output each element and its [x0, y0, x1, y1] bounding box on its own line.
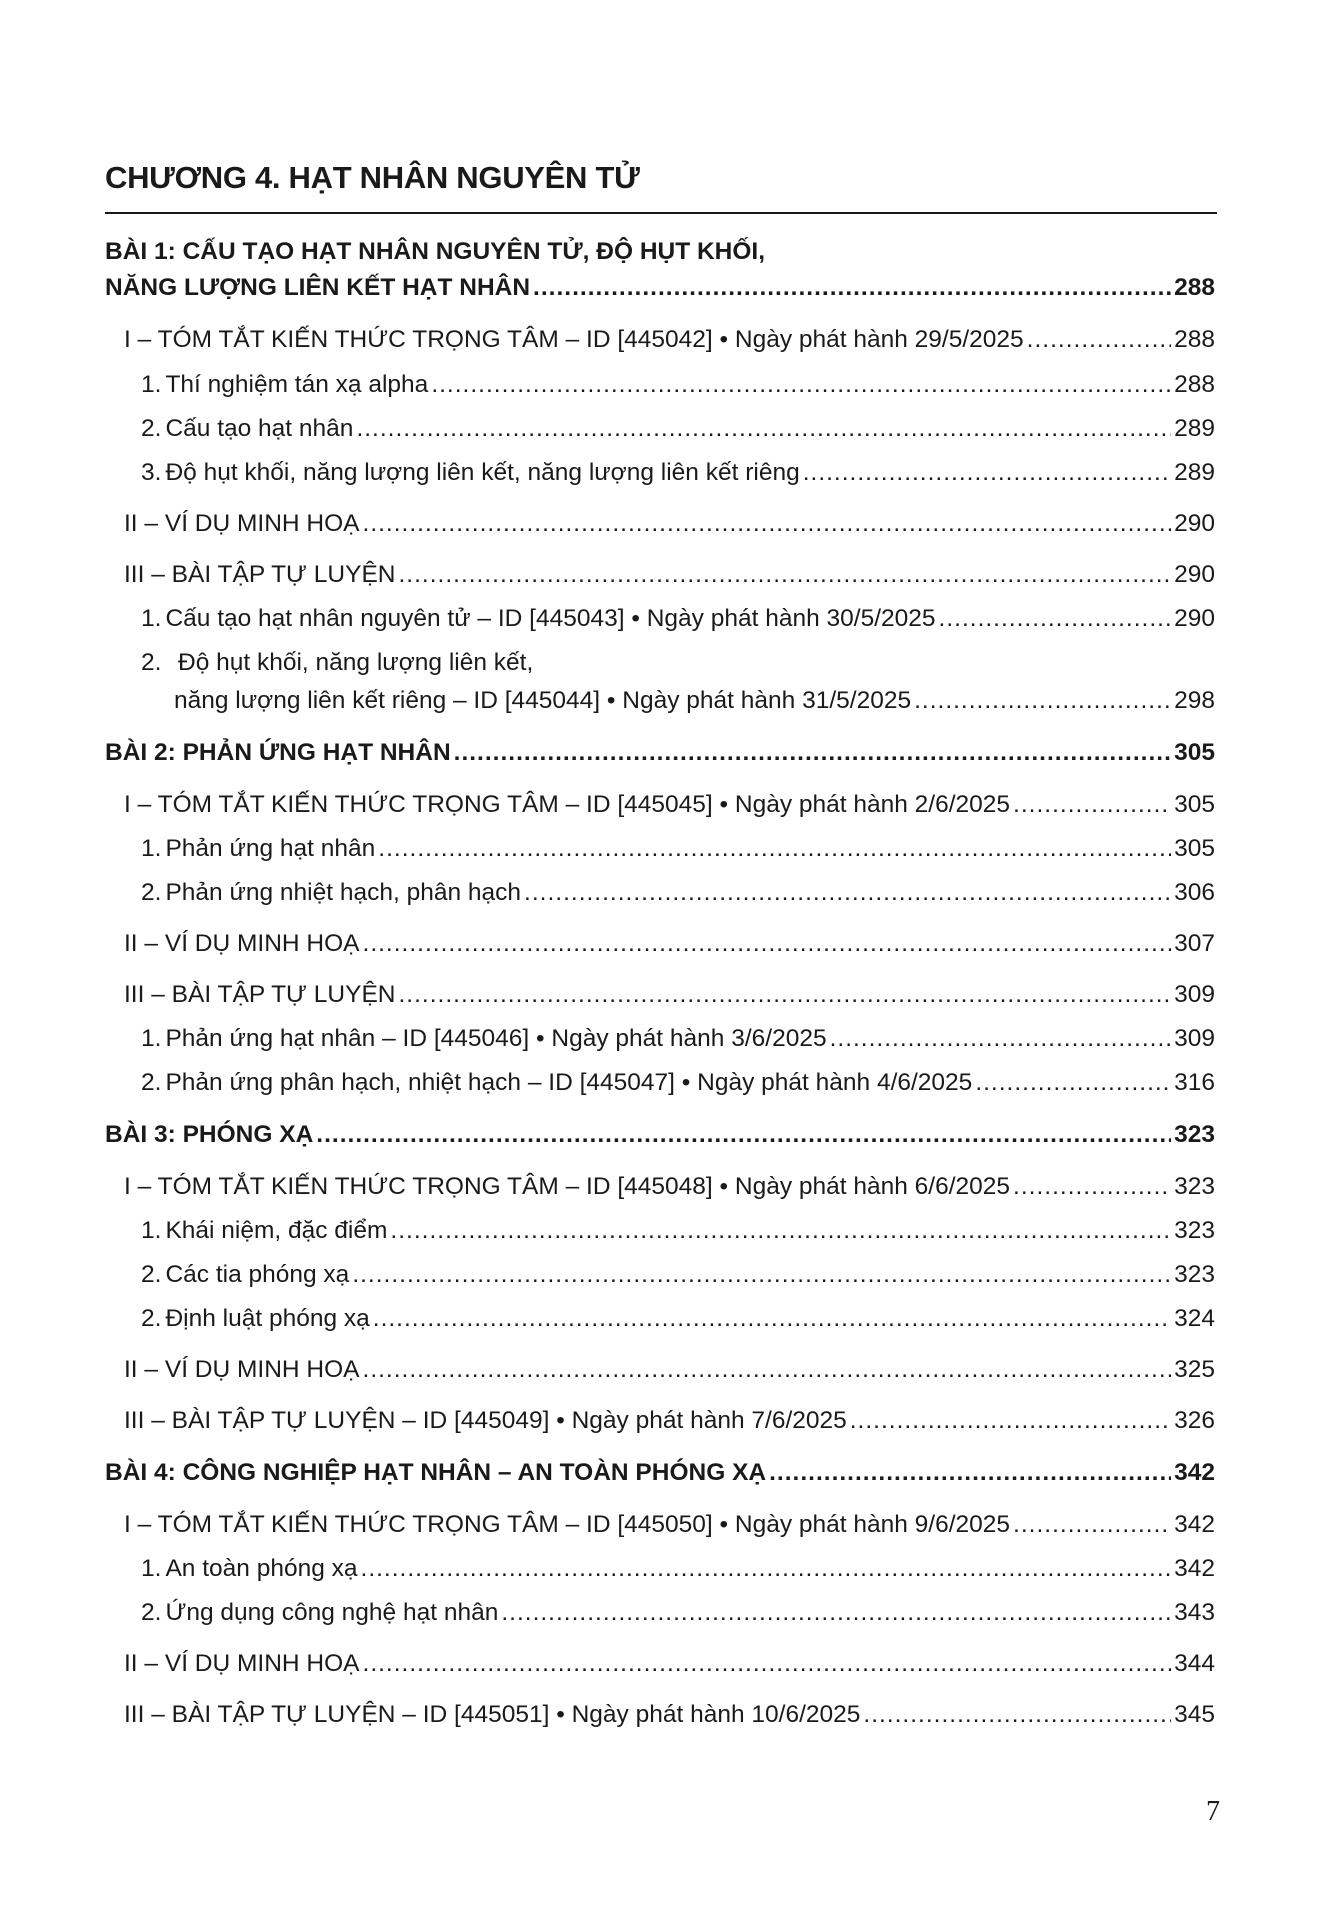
page-ref: 289	[1174, 459, 1215, 486]
page-ref: 305	[1174, 835, 1215, 862]
toc-entry[interactable]	[0, 980, 1342, 1010]
page-ref: 326	[1174, 1407, 1215, 1434]
item-number: 1.	[141, 605, 162, 632]
page-ref: 290	[1174, 510, 1215, 537]
section-label: I – TÓM TẮT KIẾN THỨC TRỌNG TÂM – ID [445042] • Ngày phát hành 29/5/2025	[124, 326, 1024, 353]
leader-dots	[361, 1554, 1172, 1584]
item-label: Phản ứng phân hạch, nhiệt hạch – ID [445047] • Ngày phát hành 4/6/2025	[165, 1069, 973, 1096]
toc-entry[interactable]	[0, 878, 1342, 908]
item-number: 2.	[141, 1069, 162, 1096]
page-ref: 323	[1174, 1217, 1215, 1244]
item-label-line2: năng lượng liên kết riêng – ID [445044] • Ngày phát hành 31/5/2025	[174, 687, 912, 714]
item-label: Định luật phóng xạ	[165, 1305, 370, 1332]
page-ref: 288	[1174, 326, 1215, 353]
section-label: II – VÍ DỤ MINH HOẠ	[124, 1650, 360, 1677]
lesson-3-title[interactable]	[0, 1120, 1342, 1150]
page-ref: 325	[1174, 1356, 1215, 1383]
toc-entry[interactable]	[0, 1260, 1342, 1290]
chapter-title: CHƯƠNG 4. HẠT NHÂN NGUYÊN TỬ	[105, 160, 640, 195]
item-number: 2.	[141, 879, 162, 906]
lesson-label: BÀI 4: CÔNG NGHIỆP HẠT NHÂN – AN TOÀN PHÓNG XẠ	[105, 1459, 767, 1486]
toc-entry[interactable]	[0, 604, 1342, 634]
toc-entry[interactable]	[0, 929, 1342, 959]
leader-dots	[1027, 325, 1171, 355]
lesson-1-title[interactable]	[0, 273, 1342, 303]
toc-entry-line1[interactable]	[0, 648, 1342, 678]
item-number: 2.	[141, 1599, 162, 1626]
item-label: Thí nghiệm tán xạ alpha	[165, 371, 429, 398]
page-number: 7	[1206, 1796, 1220, 1827]
page-ref: 290	[1174, 561, 1215, 588]
section-label: II – VÍ DỤ MINH HOẠ	[124, 1356, 360, 1383]
section-label: I – TÓM TẮT KIẾN THỨC TRỌNG TÂM – ID [445048] • Ngày phát hành 6/6/2025	[124, 1173, 1011, 1200]
page-ref: 342	[1174, 1459, 1215, 1486]
leader-dots	[1013, 790, 1171, 820]
toc-entry[interactable]	[0, 458, 1342, 488]
toc-entry[interactable]	[0, 1700, 1342, 1730]
item-label: An toàn phóng xạ	[165, 1555, 358, 1582]
item-number: 2.	[141, 649, 162, 676]
page-ref: 323	[1174, 1121, 1215, 1148]
leader-dots	[356, 414, 1171, 444]
toc-entry[interactable]	[0, 834, 1342, 864]
lesson-1-line1-text: BÀI 1: CẤU TẠO HẠT NHÂN NGUYÊN TỬ, ĐỘ HỤT KHỐI,	[105, 238, 766, 265]
leader-dots	[769, 1458, 1171, 1488]
lesson-4-title[interactable]	[0, 1458, 1342, 1488]
item-label: Độ hụt khối, năng lượng liên kết, năng lượng liên kết riêng	[165, 459, 800, 486]
leader-dots	[850, 1406, 1171, 1436]
toc-entry[interactable]	[0, 1510, 1342, 1540]
toc-entry[interactable]	[0, 1068, 1342, 1098]
leader-dots	[830, 1024, 1172, 1054]
leader-dots	[352, 1260, 1171, 1290]
page-ref: 288	[1174, 371, 1215, 398]
toc-entry[interactable]	[0, 1024, 1342, 1054]
item-number: 2.	[141, 1305, 162, 1332]
page-ref: 305	[1174, 791, 1215, 818]
section-label: I – TÓM TẮT KIẾN THỨC TRỌNG TÂM – ID [445050] • Ngày phát hành 9/6/2025	[124, 1511, 1011, 1538]
leader-dots	[1013, 1510, 1171, 1540]
item-number: 1.	[141, 1217, 162, 1244]
section-label: II – VÍ DỤ MINH HOẠ	[124, 930, 360, 957]
leader-dots	[863, 1700, 1171, 1730]
leader-dots	[373, 1304, 1171, 1334]
page-ref: 288	[1174, 274, 1215, 301]
section-label: III – BÀI TẬP TỰ LUYỆN – ID [445051] • Ngày phát hành 10/6/2025	[124, 1701, 861, 1728]
leader-dots	[524, 878, 1171, 908]
toc-entry[interactable]	[0, 560, 1342, 590]
section-label: II – VÍ DỤ MINH HOẠ	[124, 510, 360, 537]
toc-entry[interactable]	[0, 1649, 1342, 1679]
page-ref: 309	[1174, 981, 1215, 1008]
toc-entry[interactable]	[0, 1598, 1342, 1628]
leader-dots	[316, 1120, 1171, 1150]
page-ref: 298	[1174, 687, 1215, 714]
lesson-1-line2-text: NĂNG LƯỢNG LIÊN KẾT HẠT NHÂN	[105, 274, 531, 301]
item-number: 2.	[141, 415, 162, 442]
chapter-divider	[105, 212, 1217, 214]
leader-dots	[1013, 1172, 1171, 1202]
leader-dots	[914, 686, 1171, 716]
page-ref: 345	[1174, 1701, 1215, 1728]
item-label: Phản ứng hạt nhân	[165, 835, 376, 862]
leader-dots	[363, 1355, 1172, 1385]
section-label: III – BÀI TẬP TỰ LUYỆN	[124, 561, 396, 588]
toc-entry[interactable]	[0, 1304, 1342, 1334]
item-number: 1.	[141, 1025, 162, 1052]
toc-entry[interactable]	[0, 1172, 1342, 1202]
leader-dots	[939, 604, 1172, 634]
leader-dots	[975, 1068, 1171, 1098]
toc-entry[interactable]	[0, 325, 1342, 355]
item-number: 2.	[141, 1261, 162, 1288]
toc-entry[interactable]	[0, 1554, 1342, 1584]
leader-dots	[501, 1598, 1171, 1628]
item-number: 1.	[141, 1555, 162, 1582]
lesson-label: BÀI 3: PHÓNG XẠ	[105, 1121, 314, 1148]
leader-dots	[363, 1649, 1172, 1679]
toc-entry[interactable]	[0, 686, 1342, 716]
page-ref: 342	[1174, 1511, 1215, 1538]
toc-entry[interactable]	[0, 370, 1342, 400]
leader-dots	[378, 834, 1171, 864]
leader-dots	[363, 929, 1172, 959]
item-label: Khái niệm, đặc điểm	[165, 1217, 388, 1244]
page-ref: 323	[1174, 1261, 1215, 1288]
leader-dots	[363, 509, 1172, 539]
section-label: I – TÓM TẮT KIẾN THỨC TRỌNG TÂM – ID [445045] • Ngày phát hành 2/6/2025	[124, 791, 1011, 818]
page-ref: 309	[1174, 1025, 1215, 1052]
page-ref: 324	[1174, 1305, 1215, 1332]
leader-dots	[398, 560, 1171, 590]
page-ref: 290	[1174, 605, 1215, 632]
page-ref: 305	[1174, 739, 1215, 766]
item-label: Cấu tạo hạt nhân	[165, 415, 354, 442]
item-label-line1: Độ hụt khối, năng lượng liên kết,	[178, 649, 534, 676]
item-label: Ứng dụng công nghệ hạt nhân	[165, 1599, 499, 1626]
item-number: 1.	[141, 371, 162, 398]
leader-dots	[803, 458, 1171, 488]
item-label: Phản ứng nhiệt hạch, phân hạch	[165, 879, 522, 906]
lesson-label: BÀI 2: PHẢN ỨNG HẠT NHÂN	[105, 739, 451, 766]
toc-entry[interactable]	[0, 1406, 1342, 1436]
item-label: Cấu tạo hạt nhân nguyên tử – ID [445043] • Ngày phát hành 30/5/2025	[165, 605, 936, 632]
toc-entry[interactable]	[0, 1216, 1342, 1246]
section-label: III – BÀI TẬP TỰ LUYỆN	[124, 981, 396, 1008]
item-label: Phản ứng hạt nhân – ID [445046] • Ngày phát hành 3/6/2025	[165, 1025, 827, 1052]
page-ref: 343	[1174, 1599, 1215, 1626]
toc-entry[interactable]	[0, 509, 1342, 539]
toc-entry[interactable]	[0, 790, 1342, 820]
page-ref: 344	[1174, 1650, 1215, 1677]
leader-dots	[533, 273, 1171, 303]
page-ref: 316	[1174, 1069, 1215, 1096]
item-number: 1.	[141, 835, 162, 862]
lesson-2-title[interactable]	[0, 738, 1342, 768]
section-label: III – BÀI TẬP TỰ LUYỆN – ID [445049] • Ngày phát hành 7/6/2025	[124, 1407, 847, 1434]
page-ref: 323	[1174, 1173, 1215, 1200]
toc-entry[interactable]	[0, 1355, 1342, 1385]
page-ref: 306	[1174, 879, 1215, 906]
leader-dots	[398, 980, 1171, 1010]
item-number: 3.	[141, 459, 162, 486]
page-ref: 289	[1174, 415, 1215, 442]
page-ref: 342	[1174, 1555, 1215, 1582]
leader-dots	[390, 1216, 1171, 1246]
lesson-1-title-line1[interactable]	[0, 237, 1342, 267]
page-ref: 307	[1174, 930, 1215, 957]
leader-dots	[454, 738, 1171, 768]
leader-dots	[431, 370, 1171, 400]
toc-entry[interactable]	[0, 414, 1342, 444]
item-label: Các tia phóng xạ	[165, 1261, 350, 1288]
